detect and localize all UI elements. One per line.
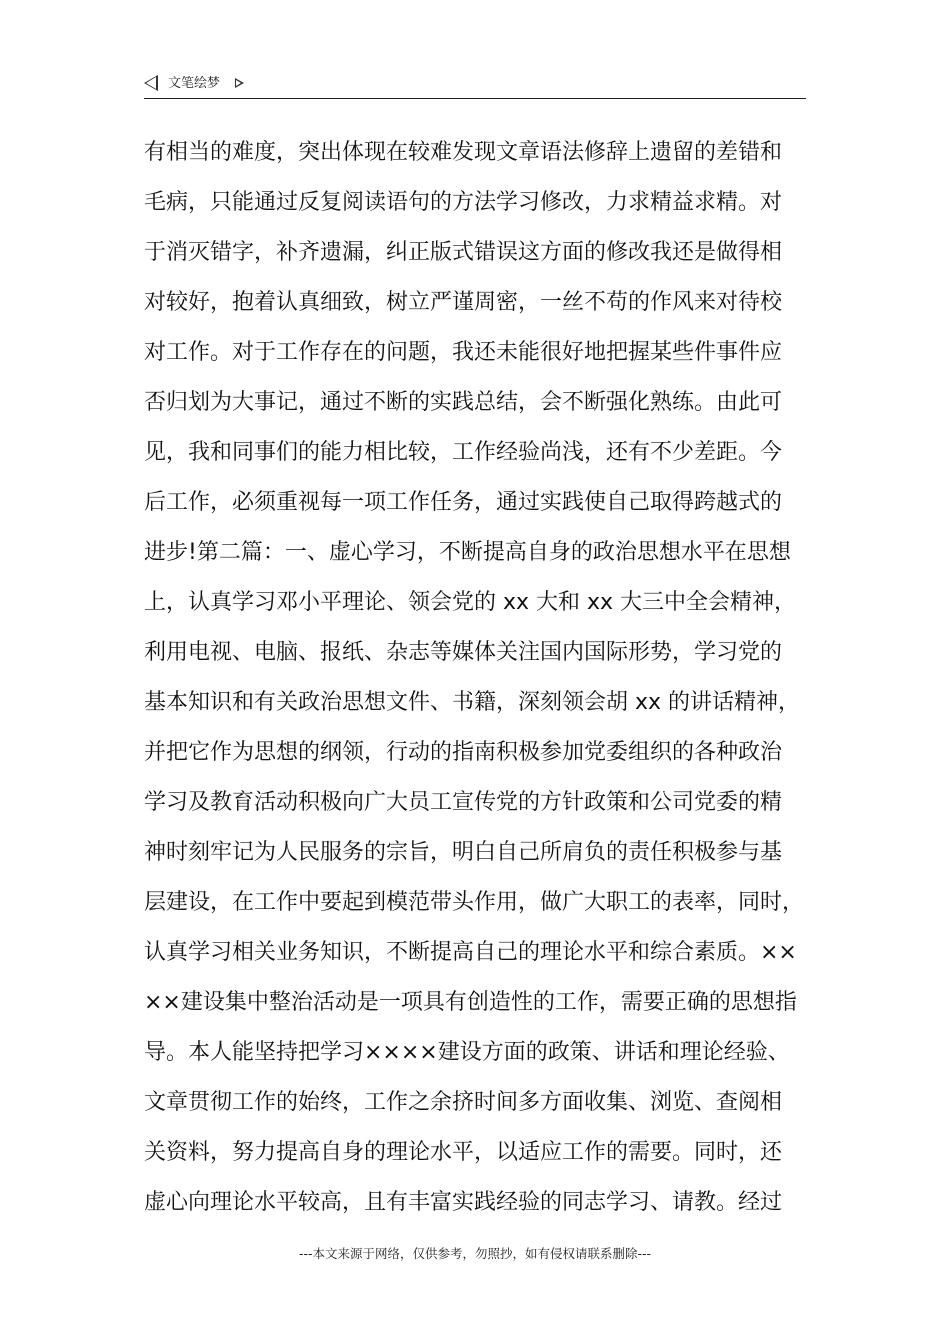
body-line: ××建设集中整治活动是一项具有创造性的工作，需要正确的思想指 xyxy=(144,990,797,1015)
document-body xyxy=(144,128,834,1228)
body-line: 后工作，必须重视每一项工作任务，通过实践使自己取得跨越式的 xyxy=(144,490,783,515)
body-line: 神时刻牢记为人民服务的宗旨，明白自己所肩负的责任积极参与基 xyxy=(144,840,783,865)
body-line: 虚心向理论水平较高，且有丰富实践经验的同志学习、请教。经过 xyxy=(144,1190,783,1215)
body-line: 见，我和同事们的能力相比较，工作经验尚浅，还有不少差距。今 xyxy=(144,440,783,465)
body-line: 毛病，只能通过反复阅读语句的方法学习修改，力求精益求精。对 xyxy=(144,190,783,215)
page-header xyxy=(144,72,806,99)
body-line: 对工作。对于工作存在的问题，我还未能很好地把握某些件事件应 xyxy=(144,340,783,365)
body-line: 利用电视、电脑、报纸、杂志等媒体关注国内国际形势，学习党的 xyxy=(144,640,783,665)
triangle-left-icon xyxy=(144,75,158,91)
body-line: 上，认真学习邓小平理论、领会党的 xx 大和 xx 大三中全会精神， xyxy=(144,590,797,615)
body-line: 关资料，努力提高自身的理论水平，以适应工作的需要。同时，还 xyxy=(144,1140,783,1165)
body-line: 认真学习相关业务知识，不断提高自己的理论水平和综合素质。×× xyxy=(144,940,797,965)
body-line: 于消灭错字，补齐遗漏，纠正版式错误这方面的修改我还是做得相 xyxy=(144,240,783,265)
body-line: 层建设，在工作中要起到模范带头作用，做广大职工的表率，同时， xyxy=(144,890,805,915)
body-line: 有相当的难度，突出体现在较难发现文章语法修辞上遗留的差错和 xyxy=(144,140,783,165)
page-footer-note: ---本文来源于网络，仅供参考，勿照抄，如有侵权请联系删除--- xyxy=(298,1246,652,1261)
body-line: 文章贯彻工作的始终，工作之余挤时间多方面收集、浏览、查阅相 xyxy=(144,1090,783,1115)
header-brand: 文笔绘梦 xyxy=(168,76,221,91)
body-line: 并把它作为思想的纲领，行动的指南积极参加党委组织的各种政治 xyxy=(144,740,783,765)
body-line: 导。本人能坚持把学习××××建设方面的政策、讲话和理论经验、 xyxy=(144,1040,790,1065)
body-line: 否归划为大事记，通过不断的实践总结，会不断强化熟练。由此可 xyxy=(144,390,783,415)
triangle-right-icon xyxy=(235,78,244,88)
body-line: 基本知识和有关政治思想文件、书籍，深刻领会胡 xx 的讲话精神， xyxy=(144,690,801,715)
body-line: 进步!第二篇：一、虚心学习，不断提高自身的政治思想水平在思想 xyxy=(144,540,791,565)
body-line: 学习及教育活动积极向广大员工宣传党的方针政策和公司党委的精 xyxy=(144,790,783,815)
body-line: 对较好，抱着认真细致，树立严谨周密，一丝不苟的作风来对待校 xyxy=(144,290,783,315)
